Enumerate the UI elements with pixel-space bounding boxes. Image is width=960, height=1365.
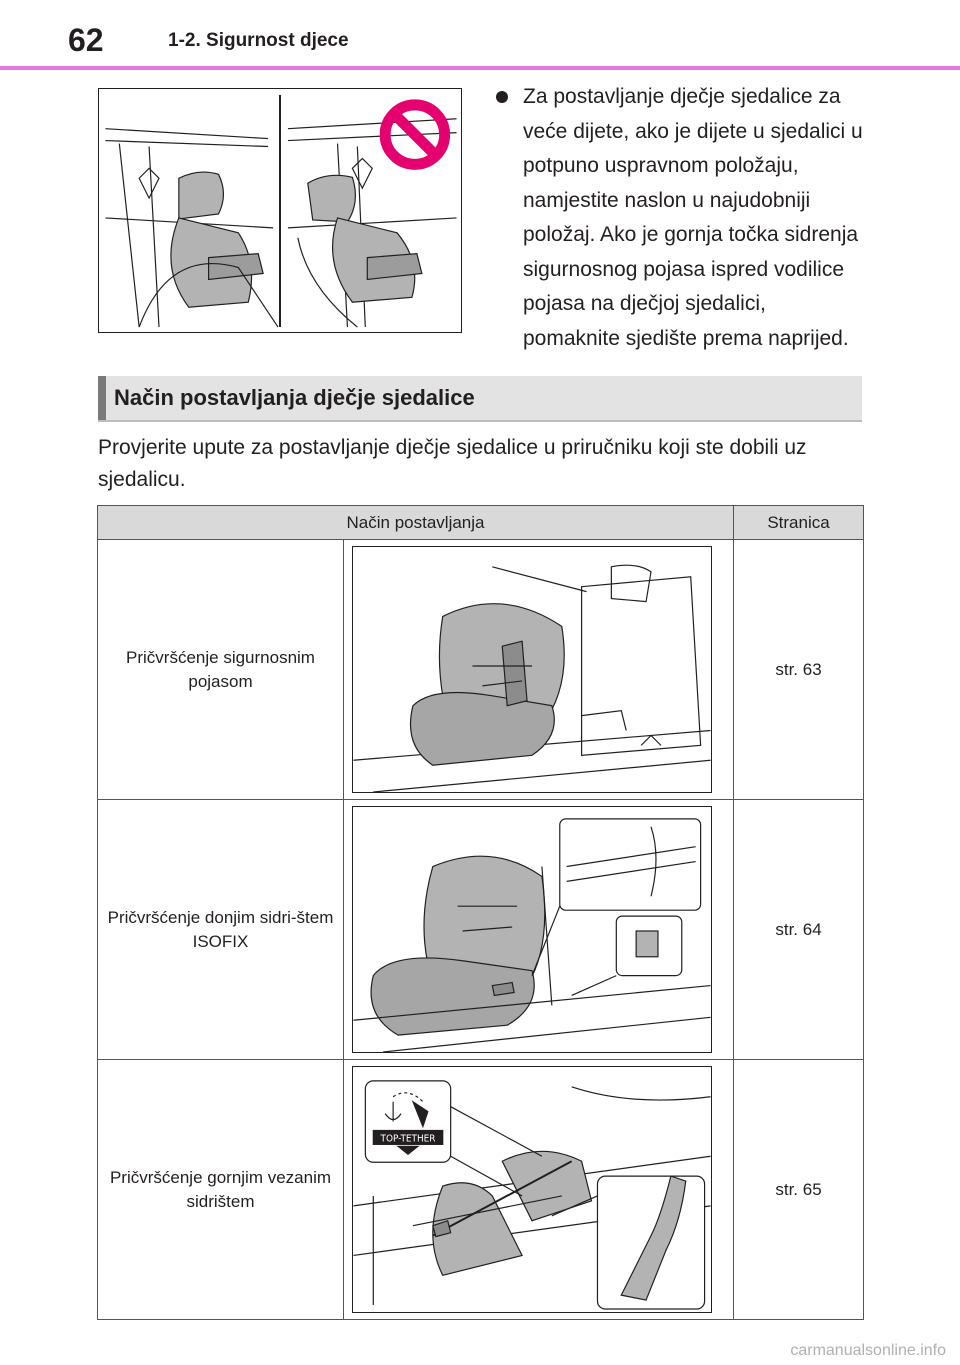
illustration-cell	[344, 1060, 734, 1320]
seat-position-illustration	[99, 89, 461, 332]
top-tether-label: TOP-TETHER	[380, 1133, 436, 1145]
heading-underline	[98, 420, 862, 422]
intro-paragraph: Provjerite upute za postavljanje dječje sjedalice u priručniku koji ste dobili uz sjedalicu.	[98, 436, 807, 491]
seat-position-figure	[98, 88, 462, 333]
prohibition-icon	[385, 105, 445, 165]
table-row	[98, 540, 864, 800]
watermark: carmanualsonline.info	[790, 1342, 946, 1359]
isofix-illustration	[353, 807, 711, 1052]
page-reference: str. 64	[734, 800, 864, 1060]
illustration-cell	[344, 800, 734, 1060]
top-tether-illustration	[353, 1067, 711, 1312]
bullet-note	[498, 80, 868, 356]
seat-belt-illustration	[353, 547, 711, 792]
top-tether-installation-figure	[352, 1066, 712, 1313]
method-label: Pričvršćenje gornjim vezanim sidrištem	[98, 1060, 344, 1320]
section-heading-bar	[98, 376, 862, 422]
header-method: Način postavljanja	[98, 506, 734, 540]
header-rule	[0, 66, 960, 70]
table-row	[98, 1060, 864, 1320]
bullet-icon	[496, 91, 508, 103]
bullet-text: Za postavljanje dječje sjedalice za veće dijete, ako je dijete u sjedalici u potpuno uspravnom položaju, namjestite naslon u najudobniji položaj. Ako je gornja točka sidrenja sigurnosnog pojasa ispred vodilice pojasa na dječjoj sjedalici, pomaknite sjedište prema naprijed.	[523, 85, 863, 350]
installation-methods-table	[97, 505, 864, 1320]
page-number: 62	[68, 22, 104, 58]
page-reference: str. 63	[734, 540, 864, 800]
page-reference: str. 65	[734, 1060, 864, 1320]
illustration-cell	[344, 540, 734, 800]
method-label: Pričvršćenje sigurnosnim pojasom	[98, 540, 344, 800]
table-header-row	[98, 506, 864, 540]
seat-belt-installation-figure	[352, 546, 712, 793]
section-title: 1-2. Sigurnost djece	[168, 30, 349, 51]
method-label: Pričvršćenje donjim sidri-štem ISOFIX	[98, 800, 344, 1060]
header-page: Stranica	[734, 506, 864, 540]
isofix-installation-figure	[352, 806, 712, 1053]
section-heading: Način postavljanja dječje sjedalice	[114, 385, 475, 410]
table-row	[98, 800, 864, 1060]
heading-accent	[98, 376, 106, 422]
